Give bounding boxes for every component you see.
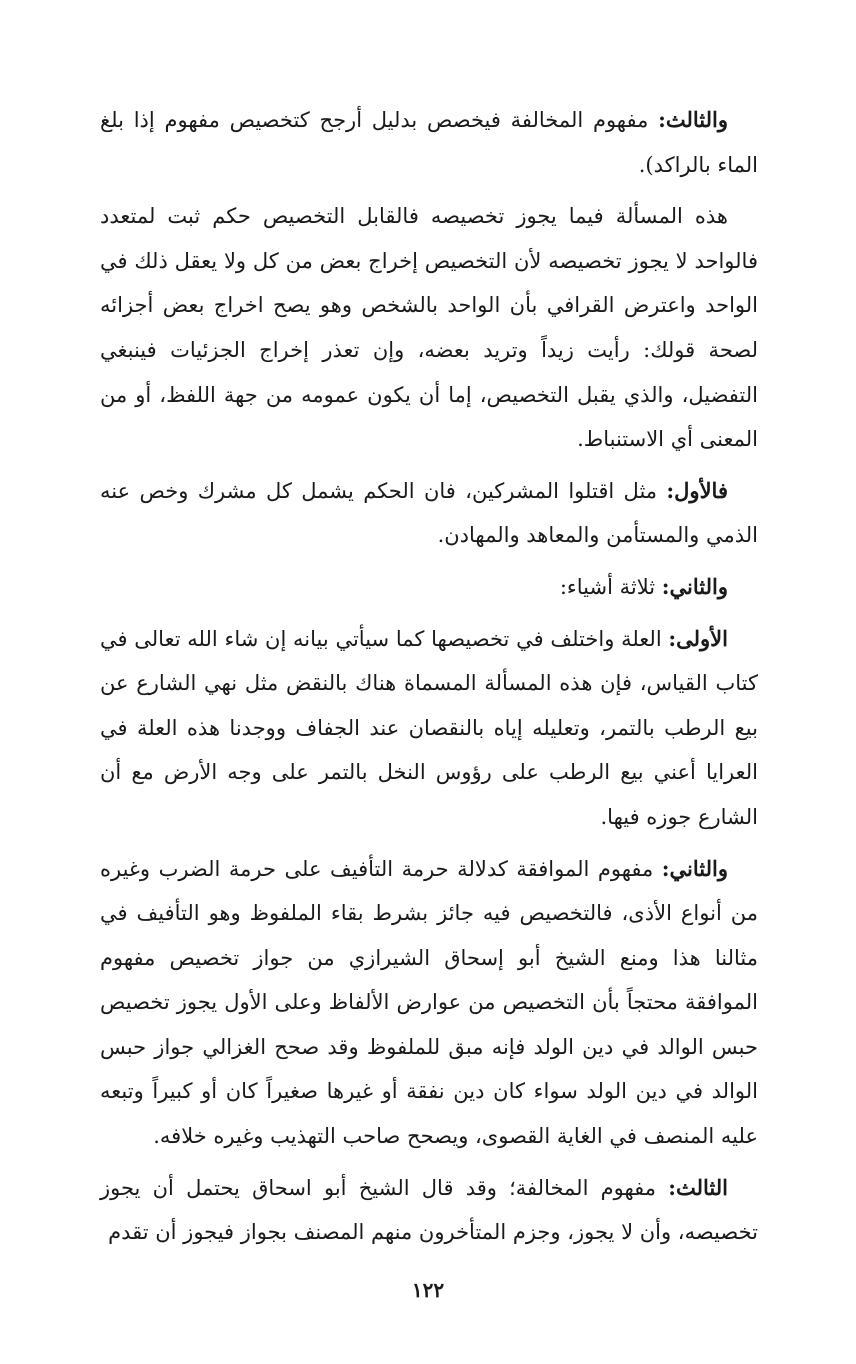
paragraph-what-may-be-specified	[100, 194, 758, 462]
page-number: ١٢٢	[411, 1278, 445, 1302]
paragraph-second-three-things	[100, 565, 758, 610]
paragraph-lead: فالأول:	[666, 477, 728, 503]
paragraph-lead: الأولى:	[668, 625, 728, 651]
paragraph-text: مفهوم المخالفة فيخصص بدليل أرجح كتخصيص مفهوم إذا بلغ الماء بالراكد).	[100, 108, 758, 177]
paragraph-lead: والثالث:	[658, 107, 728, 132]
page-body	[100, 98, 758, 1262]
paragraph-text: العلة واختلف في تخصيصها كما سيأتي بيانه إن شاء الله تعالى في كتاب القياس، فإن هذه المسألة المسماة هناك بالنقض مثل نهي الشارع عن بيع الرطب بالتمر، وتعليله إياه بالنقصان عند الجفاف ووجدنا هذه العلة في العرايا أعني بيع الرطب على رؤوس النخل بالتمر على وجه الأرض مع أن الشارع جوزه فيها.	[100, 626, 758, 829]
paragraph-lead: والثاني:	[661, 573, 728, 599]
paragraph-third-opposite-meaning-2	[100, 1166, 758, 1255]
paragraph-third-opposite-meaning	[100, 98, 758, 187]
paragraph-text: ثلاثة أشياء:	[559, 574, 662, 599]
paragraph-first-by-wording	[100, 469, 758, 558]
paragraph-second-agreeing-meaning	[100, 847, 758, 1159]
paragraph-text: مثل اقتلوا المشركين، فان الحكم يشمل كل مشرك وخص عنه الذمي والمستأمن والمعاهد والمهادن.	[100, 478, 758, 548]
paragraph-lead: الثالث:	[668, 1174, 728, 1200]
paragraph-lead: والثاني:	[661, 855, 728, 881]
paragraph-text: هذه المسألة فيما يجوز تخصيصه فالقابل التخصيص حكم ثبت لمتعدد فالواحد لا يجوز تخصيصه لأن التخصيص إخراج بعض من كل ولا يعقل ذلك في الواحد واعترض القرافي بأن الواحد بالشخص وهو يصح اخراج بعض أجزائه لصحة قولك: رأيت زيداً وتريد بعضه، وإن تعذر إخراج الجزئيات فينبغي التفضيل، والذي يقبل التخصيص، إما أن يكون عمومه من جهة اللفظ، أو من المعنى أي الاستنباط.	[100, 204, 758, 452]
paragraph-first-cause	[100, 617, 758, 840]
paragraph-text: مفهوم الموافقة كدلالة حرمة التأفيف على حرمة الضرب وغيره من أنواع الأذى، فالتخصيص فيه جائز بشرط بقاء الملفوظ وهو التأفيف في مثالنا هذا ومنع الشيخ أبو إسحاق الشيرازي من جواز تخصيص مفهوم الموافقة محتجاً بأن التخصيص من عوارض الألفاظ وعلى الأول يجوز تخصيص حبس الوالد في دين الولد فإنه مبق للملفوظ وقد صحح الغزالي جواز حبس الوالد في دين الولد سواء كان دين نفقة أو غيرها صغيراً كان أو كبيراً وتبعه عليه المنصف في الغاية القصوى، ويصحح صاحب التهذيب وغيره خلافه.	[100, 856, 758, 1149]
paragraph-text: مفهوم المخالفة؛ وقد قال الشيخ أبو اسحاق يحتمل أن يجوز تخصيصه، وأن لا يجوز، وجزم المتأخرون منهم المصنف بجواز فيجوز أن تقدم	[100, 1175, 758, 1245]
